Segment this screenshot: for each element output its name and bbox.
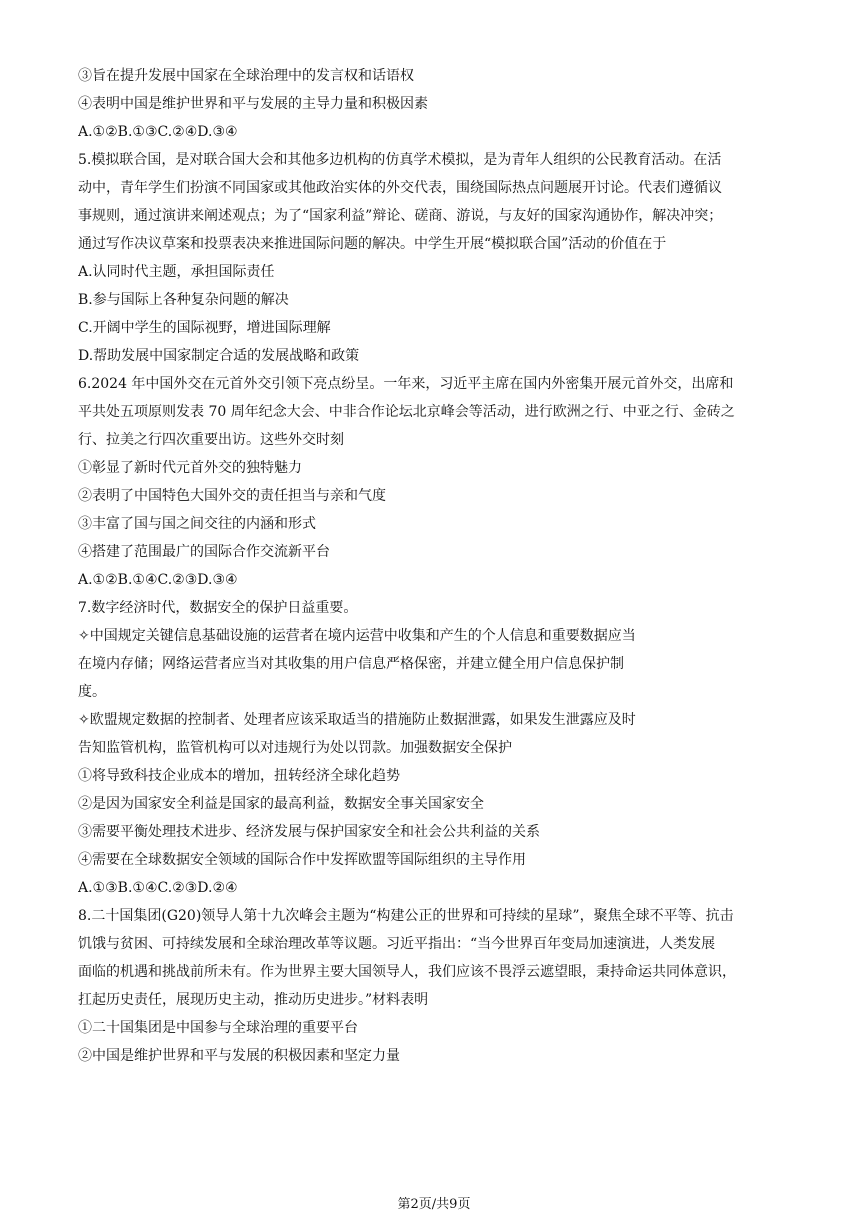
text-line: ①彰显了新时代元首外交的独特魅力 xyxy=(78,460,302,476)
text-line: ②中国是维护世界和平与发展的积极因素和坚定力量 xyxy=(78,1048,400,1064)
text-line: ③旨在提升发展中国家在全球治理中的发言权和话语权 xyxy=(78,68,414,84)
text-line: ④表明中国是维护世界和平与发展的主导力量和积极因素 xyxy=(78,96,428,112)
text-line: ①二十国集团是中国参与全球治理的重要平台 xyxy=(78,1020,358,1036)
document-body xyxy=(78,62,794,1070)
text-line: ✧中国规定关键信息基础设施的运营者在境内运营中收集和产生的个人信息和重要数据应当 xyxy=(78,628,636,644)
text-line: ①将导致科技企业成本的增加，扭转经济全球化趋势 xyxy=(78,768,400,784)
text-line: 5.模拟联合国，是对联合国大会和其他多边机构的仿真学术模拟，是为青年人组织的公民教育活动。在活 xyxy=(78,152,722,168)
text-line: ④需要在全球数据安全领域的国际合作中发挥欧盟等国际组织的主导作用 xyxy=(78,852,526,868)
text-line: 行、拉美之行四次重要出访。这些外交时刻 xyxy=(78,432,344,448)
text-line: 面临的机遇和挑战前所未有。作为世界主要大国领导人，我们应该不畏浮云遮望眼，秉持命运共同体意识， xyxy=(78,964,736,980)
text-line: A.①③B.①④C.②③D.②④ xyxy=(78,880,238,896)
text-line: 平共处五项原则发表 70 周年纪念大会、中非合作论坛北京峰会等活动，进行欧洲之行、中亚之行、金砖之 xyxy=(78,404,735,420)
text-line: C.开阔中学生的国际视野，增进国际理解 xyxy=(78,320,331,336)
text-line: 事规则，通过演讲来阐述观点；为了“国家利益”辩论、磋商、游说，与友好的国家沟通协作，解决冲突； xyxy=(78,208,723,224)
text-line: B.参与国际上各种复杂问题的解决 xyxy=(78,292,289,308)
text-line: ④搭建了范围最广的国际合作交流新平台 xyxy=(78,544,330,560)
text-line: D.帮助发展中国家制定合适的发展战略和政策 xyxy=(78,348,360,364)
text-line: ②表明了中国特色大国外交的责任担当与亲和气度 xyxy=(78,488,386,504)
text-line: ③需要平衡处理技术进步、经济发展与保护国家安全和社会公共利益的关系 xyxy=(78,824,540,840)
text-line: ✧欧盟规定数据的控制者、处理者应该采取适当的措施防止数据泄露，如果发生泄露应及时 xyxy=(78,712,636,728)
text-line: ③丰富了国与国之间交往的内涵和形式 xyxy=(78,516,316,532)
text-line: 在境内存储；网络运营者应当对其收集的用户信息严格保密，并建立健全用户信息保护制 xyxy=(78,656,624,672)
text-line: 告知监管机构，监管机构可以对违规行为处以罚款。加强数据安全保护 xyxy=(78,740,512,756)
text-line: A.①②B.①④C.②③D.③④ xyxy=(78,572,238,588)
text-line: A.认同时代主题，承担国际责任 xyxy=(78,264,275,280)
text-line: A.①②B.①③C.②④D.③④ xyxy=(78,124,238,140)
text-line: ②是因为国家安全利益是国家的最高利益，数据安全事关国家安全 xyxy=(78,796,484,812)
text-line: 饥饿与贫困、可持续发展和全球治理改革等议题。习近平指出：“当今世界百年变局加速演进，人类发展 xyxy=(78,936,716,952)
text-line: 8.二十国集团(G20)领导人第十九次峰会主题为“构建公正的世界和可持续的星球”，聚焦全球不平等、抗击 xyxy=(78,908,734,924)
text-line: 6.2024 年中国外交在元首外交引领下亮点纷呈。一年来，习近平主席在国内外密集开展元首外交，出席和 xyxy=(78,376,734,392)
page-footer: 第2页/共9页 xyxy=(397,1197,471,1212)
text-line: 动中，青年学生们扮演不同国家或其他政治实体的外交代表，围绕国际热点问题展开讨论。代表们遵循议 xyxy=(78,180,722,196)
text-line: 度。 xyxy=(78,684,106,700)
text-line: 通过写作决议草案和投票表决来推进国际问题的解决。中学生开展“模拟联合国”活动的价值在于 xyxy=(78,236,667,252)
text-line: 扛起历史责任，展现历史主动，推动历史进步。”材料表明 xyxy=(78,992,429,1008)
text-line: 7.数字经济时代，数据安全的保护日益重要。 xyxy=(78,600,358,616)
